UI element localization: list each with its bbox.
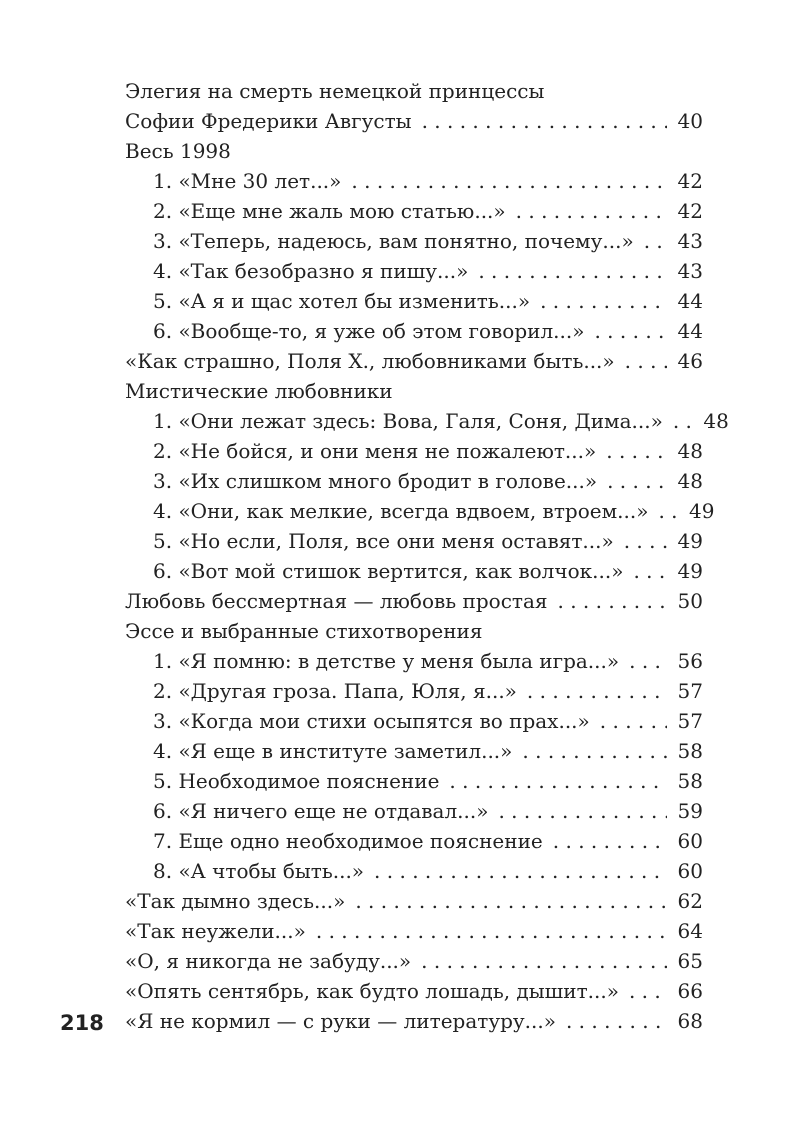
dot-leader <box>540 286 667 316</box>
toc-entry-title: 1. «Мне 30 лет...» <box>153 169 342 193</box>
toc-entry-title: 1. «Я помню: в детстве у меня была игра...» <box>153 649 620 673</box>
dot-leader <box>522 736 667 766</box>
toc-entry-page: 58 <box>677 739 703 763</box>
dot-leader <box>558 586 668 616</box>
toc-entry-page: 44 <box>677 289 703 313</box>
toc-entry-page: 58 <box>677 769 703 793</box>
toc-entry-page: 62 <box>677 889 703 913</box>
dot-leader <box>629 976 667 1006</box>
toc-entry-page: 59 <box>677 799 703 823</box>
toc-entry <box>125 646 703 676</box>
toc-entry-page: 42 <box>677 169 703 193</box>
dot-leader <box>600 706 667 736</box>
toc-entry-title: «Как страшно, Поля Х., любовниками быть...» <box>125 349 615 373</box>
dot-leader <box>607 466 667 496</box>
toc-entry-page: 57 <box>677 679 703 703</box>
toc-entry <box>125 706 703 736</box>
toc-entry <box>125 526 703 556</box>
dot-leader <box>629 646 667 676</box>
toc-entry-page: 64 <box>677 919 703 943</box>
dot-leader <box>449 766 667 796</box>
toc-entry-page: 49 <box>677 529 703 553</box>
toc-entry <box>125 286 703 316</box>
toc-entry-title: Весь 1998 <box>125 139 231 163</box>
table-of-contents <box>125 76 729 1036</box>
toc-entry <box>125 826 703 856</box>
toc-entry <box>125 946 703 976</box>
toc-entry-page: 48 <box>677 469 703 493</box>
dot-leader <box>355 886 667 916</box>
dot-leader <box>644 226 667 256</box>
toc-entry <box>125 976 703 1006</box>
toc-entry-page: 50 <box>677 589 703 613</box>
toc-entry <box>125 586 703 616</box>
toc-entry <box>125 346 703 376</box>
toc-entry <box>125 676 703 706</box>
toc-entry <box>125 406 729 436</box>
dot-leader <box>553 826 667 856</box>
toc-entry-page: 40 <box>677 109 703 133</box>
toc-entry <box>125 886 703 916</box>
toc-entry <box>125 766 703 796</box>
dot-leader <box>625 346 667 376</box>
dot-leader <box>316 916 667 946</box>
toc-entry-title: 5. «А я и щас хотел бы изменить...» <box>153 289 531 313</box>
dot-leader <box>606 436 667 466</box>
toc-entry <box>125 916 703 946</box>
toc-entry-title: 4. «Так безобразно я пишу...» <box>153 259 469 283</box>
toc-entry-title: 6. «Я ничего еще не отдавал...» <box>153 799 489 823</box>
toc-entry-title: Элегия на смерть немецкой принцессы <box>125 79 545 103</box>
toc-entry <box>125 556 703 586</box>
toc-entry-title: «Я не кормил — с руки — литературу...» <box>125 1009 556 1033</box>
toc-entry-page: 57 <box>677 709 703 733</box>
dot-leader <box>658 496 678 526</box>
dot-leader <box>516 196 667 226</box>
toc-entry <box>125 796 703 826</box>
dot-leader <box>527 676 667 706</box>
dot-leader <box>374 856 667 886</box>
toc-entry-title: 3. «Когда мои стихи осыпятся во прах...» <box>153 709 590 733</box>
toc-entry-page: 48 <box>703 409 729 433</box>
dot-leader <box>624 526 667 556</box>
toc-entry-title: Эссе и выбранные стихотворения <box>125 619 483 643</box>
toc-entry-page: 60 <box>677 829 703 853</box>
toc-entry-page: 65 <box>677 949 703 973</box>
toc-entry <box>125 136 703 166</box>
toc-entry-page: 46 <box>677 349 703 373</box>
toc-entry-page: 66 <box>677 979 703 1003</box>
toc-entry-title: «Так неужели...» <box>125 919 306 943</box>
toc-entry-title: 2. «Еще мне жаль мою статью...» <box>153 199 506 223</box>
toc-entry-title: Софии Фредерики Августы <box>125 109 412 133</box>
dot-leader <box>594 316 667 346</box>
dot-leader <box>422 106 667 136</box>
toc-entry <box>125 466 703 496</box>
toc-entry-title: 5. Необходимое пояснение <box>153 769 440 793</box>
toc-entry-title: «Опять сентябрь, как будто лошадь, дышит...» <box>125 979 619 1003</box>
dot-leader <box>498 796 667 826</box>
toc-entry-page: 48 <box>677 439 703 463</box>
dot-leader <box>421 946 667 976</box>
toc-entry-page: 60 <box>677 859 703 883</box>
toc-entry <box>125 736 703 766</box>
toc-entry <box>125 256 703 286</box>
toc-entry <box>125 496 715 526</box>
toc-entry <box>125 436 703 466</box>
toc-entry-page: 68 <box>677 1009 703 1033</box>
toc-entry-title: 3. «Их слишком много бродит в голове...» <box>153 469 598 493</box>
toc-entry-page: 43 <box>677 229 703 253</box>
toc-entry-title: 5. «Но если, Поля, все они меня оставят...» <box>153 529 614 553</box>
dot-leader <box>566 1006 667 1036</box>
toc-entry-title: 2. «Не бойся, и они меня не пожалеют...» <box>153 439 597 463</box>
dot-leader <box>478 256 667 286</box>
toc-entry-title: Мистические любовники <box>125 379 393 403</box>
toc-entry-title: 3. «Теперь, надеюсь, вам понятно, почему...» <box>153 229 634 253</box>
toc-entry-title: «Так дымно здесь...» <box>125 889 346 913</box>
toc-entry-title: 2. «Другая гроза. Папа, Юля, я...» <box>153 679 517 703</box>
toc-entry <box>125 76 703 106</box>
toc-entry-title: 6. «Вообще-то, я уже об этом говорил...» <box>153 319 585 343</box>
toc-entry <box>125 166 703 196</box>
toc-entry-page: 43 <box>677 259 703 283</box>
dot-leader <box>633 556 667 586</box>
page-number: 218 <box>60 1011 104 1035</box>
toc-entry-title: 7. Еще одно необходимое пояснение <box>153 829 543 853</box>
toc-entry <box>125 106 703 136</box>
toc-entry-page: 56 <box>677 649 703 673</box>
toc-entry-title: 4. «Я еще в институте заметил...» <box>153 739 513 763</box>
toc-entry-page: 42 <box>677 199 703 223</box>
toc-entry-title: 6. «Вот мой стишок вертится, как волчок...» <box>153 559 624 583</box>
toc-entry-title: Любовь бессмертная — любовь простая <box>125 589 548 613</box>
toc-entry <box>125 226 703 256</box>
toc-entry <box>125 856 703 886</box>
toc-entry-page: 49 <box>677 559 703 583</box>
dot-leader <box>673 406 693 436</box>
dot-leader <box>351 166 667 196</box>
toc-entry-title: 4. «Они, как мелкие, всегда вдвоем, втроем...» <box>153 499 649 523</box>
toc-entry-page: 49 <box>688 499 715 523</box>
toc-entry-title: 1. «Они лежат здесь: Вова, Галя, Соня, Дима...» <box>153 409 663 433</box>
toc-entry <box>125 376 703 406</box>
toc-entry-page: 44 <box>677 319 703 343</box>
toc-entry <box>125 316 703 346</box>
toc-entry <box>125 1006 703 1036</box>
toc-entry <box>125 616 703 646</box>
toc-entry <box>125 196 703 226</box>
toc-entry-title: «О, я никогда не забуду...» <box>125 949 412 973</box>
toc-entry-title: 8. «А чтобы быть...» <box>153 859 365 883</box>
